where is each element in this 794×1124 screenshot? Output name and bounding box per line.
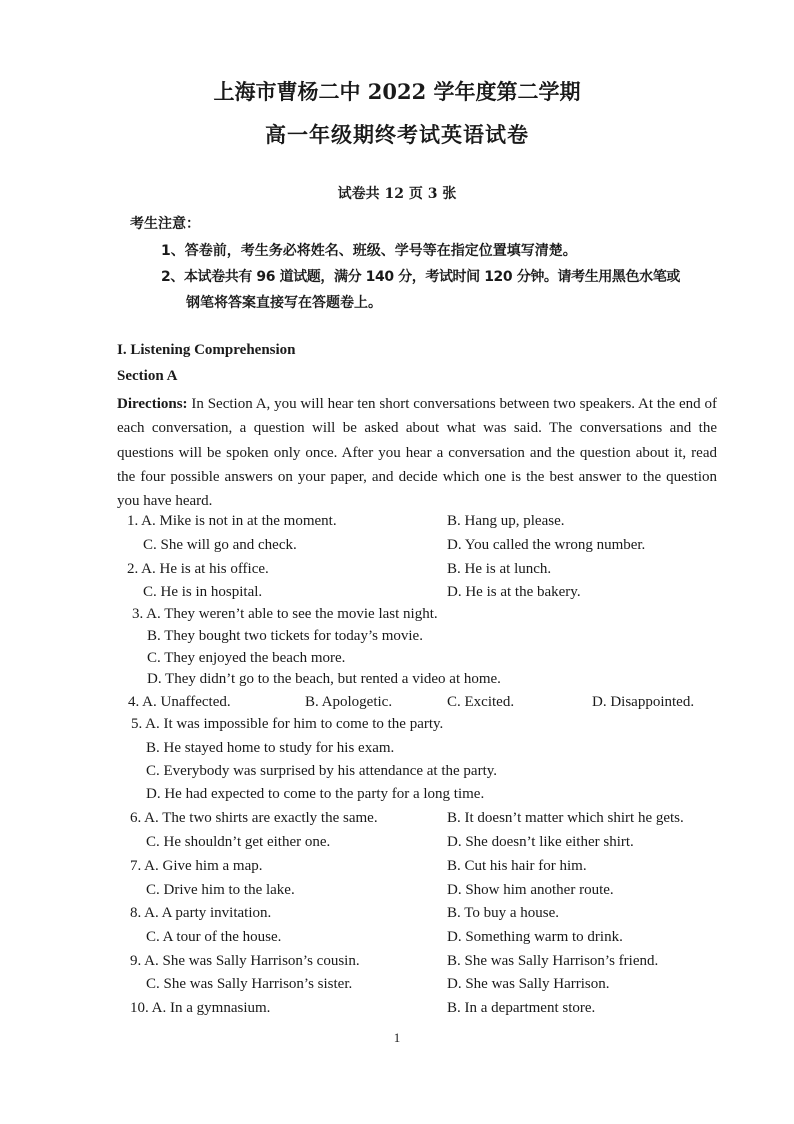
notice-heading: 考生注意：	[130, 216, 200, 232]
q3-option-c: C. They enjoyed the beach more.	[147, 650, 346, 666]
q5-option-d: D. He had expected to come to the party for a long time.	[146, 786, 485, 802]
q9-option-c: C. She was Sally Harrison’s sister.	[146, 976, 353, 992]
q7-option-b: B. Cut his hair for him.	[447, 858, 587, 874]
directions-text: In Section A, you will hear ten short conversations between two speakers. At the end of each conversation, a question will be asked about what was said. The conversations and the questions will be spoken only once. After you hear a conversation and the question about it, read the four possible answers on your paper, and decide which one is the best answer to the question you have heard.	[117, 396, 717, 510]
q6-option-a: 6. A. The two shirts are exactly the same.	[130, 810, 378, 826]
q3-option-b: B. They bought two tickets for today’s movie.	[147, 628, 423, 644]
exam-title: 上海市曹杨二中 2022 学年度第二学期	[213, 79, 581, 104]
page-number: 1	[393, 1030, 401, 1045]
q7-option-a: 7. A. Give him a map.	[130, 858, 263, 874]
q1-option-a: 1. A. Mike is not in at the moment.	[127, 513, 337, 529]
notice-item-1: 1、答卷前，考生务必将姓名、班级、学号等在指定位置填写清楚。	[161, 243, 577, 259]
q10-option-a: 10. A. In a gymnasium.	[130, 1000, 271, 1016]
q2-option-a: 2. A. He is at his office.	[127, 561, 269, 577]
q10-option-b: B. In a department store.	[447, 1000, 596, 1016]
q5-option-b: B. He stayed home to study for his exam.	[146, 740, 395, 756]
q3-option-a: 3. A. They weren’t able to see the movie last night.	[132, 606, 438, 622]
page-count: 试卷共 12 页 3 张	[337, 186, 457, 202]
directions	[117, 392, 717, 513]
q7-option-d: D. Show him another route.	[447, 882, 614, 898]
q6-option-b: B. It doesn’t matter which shirt he gets.	[447, 810, 684, 826]
directions-label: Directions:	[117, 396, 188, 412]
q5-option-a: 5. A. It was impossible for him to come to the party.	[131, 716, 444, 732]
q1-option-d: D. You called the wrong number.	[447, 537, 646, 553]
part-title: I. Listening Comprehension	[117, 342, 296, 358]
section-title: Section A	[117, 368, 178, 384]
q1-option-b: B. Hang up, please.	[447, 513, 565, 529]
q8-option-a: 8. A. A party invitation.	[130, 905, 272, 921]
q6-option-c: C. He shouldn’t get either one.	[146, 834, 331, 850]
exam-subtitle: 高一年级期终考试英语试卷	[265, 122, 529, 147]
q8-option-c: C. A tour of the house.	[146, 929, 282, 945]
q4-option-c: C. Excited.	[447, 694, 515, 710]
q3-option-d: D. They didn’t go to the beach, but rented a video at home.	[147, 671, 501, 687]
q5-option-c: C. Everybody was surprised by his attendance at the party.	[146, 763, 498, 779]
notice-item-2: 2、本试卷共有 96 道试题，满分 140 分，考试时间 120 分钟。请考生用黑色水笔或	[161, 269, 680, 285]
q7-option-c: C. Drive him to the lake.	[146, 882, 295, 898]
q6-option-d: D. She doesn’t like either shirt.	[447, 834, 634, 850]
notice-item-2-cont: 钢笔将答案直接写在答题卷上。	[186, 295, 382, 311]
q9-option-a: 9. A. She was Sally Harrison’s cousin.	[130, 953, 360, 969]
q4-option-d: D. Disappointed.	[592, 694, 695, 710]
q2-option-c: C. He is in hospital.	[143, 584, 263, 600]
q2-option-d: D. He is at the bakery.	[447, 584, 581, 600]
q2-option-b: B. He is at lunch.	[447, 561, 552, 577]
q1-option-c: C. She will go and check.	[143, 537, 297, 553]
q8-option-b: B. To buy a house.	[447, 905, 560, 921]
q4-option-b: B. Apologetic.	[305, 694, 393, 710]
q4-option-a: 4. A. Unaffected.	[128, 694, 231, 710]
q9-option-b: B. She was Sally Harrison’s friend.	[447, 953, 659, 969]
q9-option-d: D. She was Sally Harrison.	[447, 976, 610, 992]
q8-option-d: D. Something warm to drink.	[447, 929, 623, 945]
